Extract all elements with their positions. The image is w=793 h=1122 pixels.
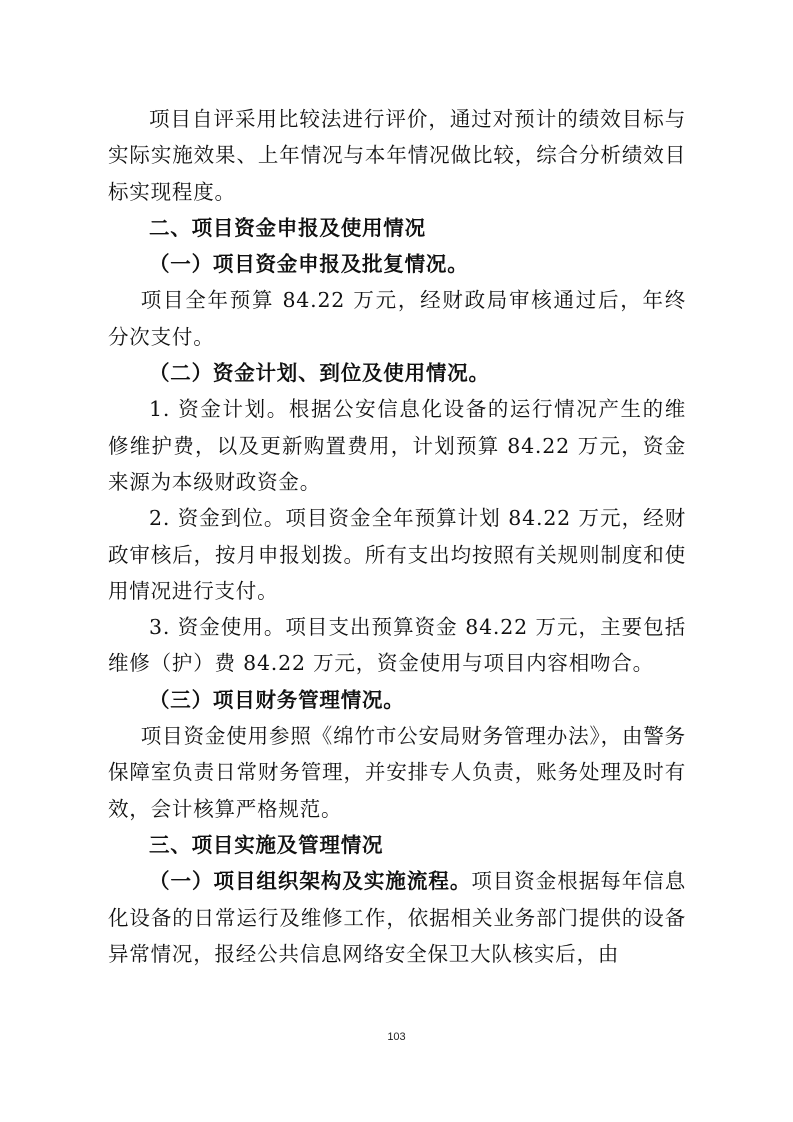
- funding-plan-paragraph: 1. 资金计划。根据公安信息化设备的运行情况产生的维修维护费，以及更新购置费用，计划预算 84.22 万元，资金来源为本级财政资金。: [108, 397, 686, 494]
- organization-text: 项目资金根据每年信息化设备的日常运行及维修工作，依据相关业务部门提供的设备异常情况，报经公共信息网络安全保卫大队核实后，由: [108, 869, 686, 966]
- organization-lead: （一）项目组织架构及实施流程。: [149, 869, 472, 894]
- page-body: [108, 101, 686, 972]
- section-heading-3: 三、项目实施及管理情况: [149, 832, 384, 857]
- subheading-3: （三）项目财务管理情况。: [149, 687, 405, 712]
- funding-use-paragraph: 3. 资金使用。项目支出预算资金 84.22 万元，主要包括维修（护）费 84.22 万元，资金使用与项目内容相吻合。: [108, 615, 686, 676]
- finance-management-paragraph: 项目资金使用参照《绵竹市公安局财务管理办法》，由警务保障室负责日常财务管理，并安排专人负责，账务处理及时有效，会计核算严格规范。: [108, 724, 686, 821]
- subheading-2: （二）资金计划、到位及使用情况。: [149, 361, 490, 386]
- organization-paragraph: [108, 863, 686, 972]
- subheading-1: （一）项目资金申报及批复情况。: [149, 252, 469, 277]
- funding-arrival-paragraph: 2. 资金到位。项目资金全年预算计划 84.22 万元，经财政审核后，按月申报划拨。所有支出均按照有关规则制度和使用情况进行支付。: [108, 506, 686, 603]
- intro-paragraph: 项目自评采用比较法进行评价，通过对预计的绩效目标与实际实施效果、上年情况与本年情况做比较，综合分析绩效目标实现程度。: [108, 107, 686, 204]
- page-number: 103: [387, 1031, 406, 1043]
- section-heading-2: 二、项目资金申报及使用情况: [149, 215, 426, 240]
- budget-paragraph: 项目全年预算 84.22 万元，经财政局审核通过后，年终分次支付。: [108, 288, 686, 349]
